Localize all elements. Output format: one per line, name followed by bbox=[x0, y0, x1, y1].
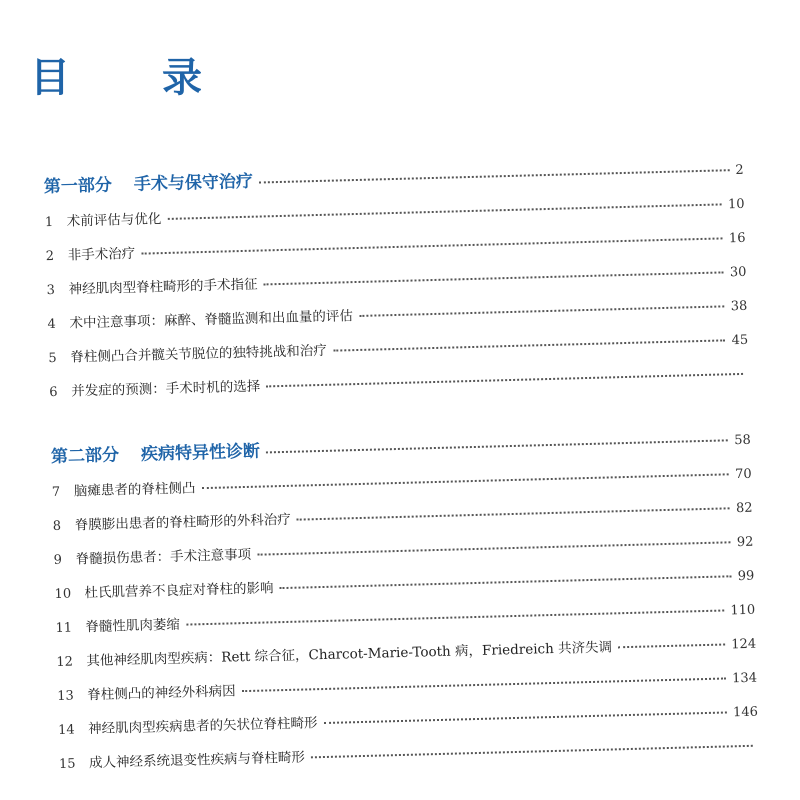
page-number: 45 bbox=[731, 332, 749, 349]
page-number: 99 bbox=[737, 568, 755, 585]
page-number: 58 bbox=[734, 432, 751, 449]
page-number: 10 bbox=[727, 196, 745, 213]
toc-entry[interactable] bbox=[59, 734, 759, 772]
dot-leader bbox=[618, 643, 725, 648]
chapter-number: 3 bbox=[46, 282, 56, 299]
chapter-title: 脊髓损伤患者：手术注意事项 bbox=[75, 546, 252, 568]
page-number: 124 bbox=[731, 636, 757, 653]
toc-entry[interactable] bbox=[52, 496, 752, 534]
page-number: 30 bbox=[729, 264, 747, 281]
chapter-number: 8 bbox=[52, 518, 62, 535]
dot-leader bbox=[359, 305, 725, 317]
chapter-number: 10 bbox=[54, 586, 72, 603]
dot-leader bbox=[266, 439, 728, 453]
chapter-title: 脊膜膨出患者的脊柱畸形的外科治疗 bbox=[74, 511, 291, 534]
toc-entry[interactable] bbox=[47, 294, 747, 332]
toc-entry[interactable] bbox=[53, 530, 753, 568]
chapter-number: 11 bbox=[55, 620, 73, 637]
chapter-title: 术前评估与优化 bbox=[66, 211, 162, 230]
chapter-number: 1 bbox=[44, 214, 54, 231]
chapter-number: 13 bbox=[57, 688, 74, 704]
dot-leader bbox=[324, 711, 728, 724]
part-name: 手术与保守治疗 bbox=[133, 171, 254, 195]
chapter-number: 6 bbox=[49, 384, 58, 401]
dot-leader bbox=[279, 575, 731, 589]
dot-leader bbox=[297, 507, 730, 520]
page-number: 92 bbox=[736, 534, 754, 551]
dot-leader bbox=[333, 339, 726, 351]
chapter-title: 脊髓性肌肉萎缩 bbox=[85, 616, 181, 636]
toc-entry[interactable] bbox=[55, 598, 755, 636]
chapter-title: 神经肌肉型脊柱畸形的手术指征 bbox=[68, 276, 258, 298]
toc-entry[interactable] bbox=[54, 564, 754, 602]
page-number: 70 bbox=[734, 466, 752, 483]
toc-entry[interactable] bbox=[49, 362, 749, 400]
toc-entry[interactable] bbox=[48, 328, 748, 366]
dot-leader bbox=[257, 541, 731, 555]
chapter-title: 杜氏肌营养不良症对脊柱的影响 bbox=[84, 580, 274, 602]
dot-leader bbox=[259, 169, 730, 183]
part-heading-1[interactable] bbox=[44, 154, 744, 197]
dot-leader bbox=[186, 609, 725, 625]
toc-entry[interactable] bbox=[58, 700, 758, 738]
toc-entry[interactable] bbox=[56, 632, 756, 670]
page-number: 38 bbox=[730, 298, 748, 315]
page-number: 2 bbox=[735, 162, 744, 179]
chapter-title: 非手术治疗 bbox=[67, 245, 136, 264]
page-number: 134 bbox=[732, 670, 758, 687]
chapter-title: 脊柱侧凸的神经外科病因 bbox=[87, 683, 236, 704]
page-number: 16 bbox=[728, 230, 746, 247]
page-number: 82 bbox=[735, 500, 753, 517]
chapter-title: 术中注意事项：麻醉、脊髓监测和出血量的评估 bbox=[69, 308, 354, 332]
part-label: 第二部分 bbox=[50, 445, 120, 468]
dot-leader bbox=[242, 677, 727, 692]
chapter-number: 5 bbox=[48, 350, 57, 367]
toc-entry[interactable] bbox=[45, 226, 745, 264]
toc-entry[interactable] bbox=[45, 192, 745, 230]
dot-leader bbox=[311, 745, 753, 759]
part-name: 疾病特异性诊断 bbox=[140, 441, 261, 465]
chapter-title: 神经肌肉型疾病患者的矢状位脊柱畸形 bbox=[87, 715, 318, 738]
chapter-number: 12 bbox=[56, 654, 74, 670]
part-label: 第一部分 bbox=[43, 175, 113, 198]
dot-leader bbox=[201, 473, 729, 489]
toc-entry[interactable] bbox=[57, 666, 757, 704]
page-title: 目 录 bbox=[30, 55, 228, 101]
toc-entry[interactable] bbox=[46, 260, 746, 298]
chapter-title: 其他神经肌肉型疾病：Rett 综合征，Charcot-Marie-Tooth 病，Friedreich 共济失调 bbox=[86, 639, 613, 670]
page-number: 146 bbox=[732, 704, 759, 721]
chapter-title: 脊柱侧凸合并髋关节脱位的独特挑战和治疗 bbox=[70, 342, 328, 366]
chapter-number: 15 bbox=[58, 756, 76, 772]
dot-leader bbox=[141, 237, 723, 254]
dot-leader bbox=[167, 203, 722, 220]
chapter-number: 2 bbox=[45, 248, 55, 265]
dot-leader bbox=[264, 271, 724, 285]
toc-entry[interactable] bbox=[52, 462, 752, 500]
chapter-number: 14 bbox=[57, 722, 75, 738]
dot-leader bbox=[266, 373, 743, 387]
chapter-number: 7 bbox=[51, 484, 61, 501]
chapter-title: 成人神经系统退变性疾病与脊柱畸形 bbox=[88, 749, 306, 772]
part-heading-2[interactable] bbox=[51, 424, 751, 467]
chapter-number: 9 bbox=[53, 552, 63, 569]
chapter-number: 4 bbox=[47, 316, 56, 333]
page-number: 110 bbox=[730, 602, 756, 619]
chapter-title: 脑瘫患者的脊柱侧凸 bbox=[73, 480, 196, 500]
chapter-title: 并发症的预测：手术时机的选择 bbox=[71, 378, 261, 400]
